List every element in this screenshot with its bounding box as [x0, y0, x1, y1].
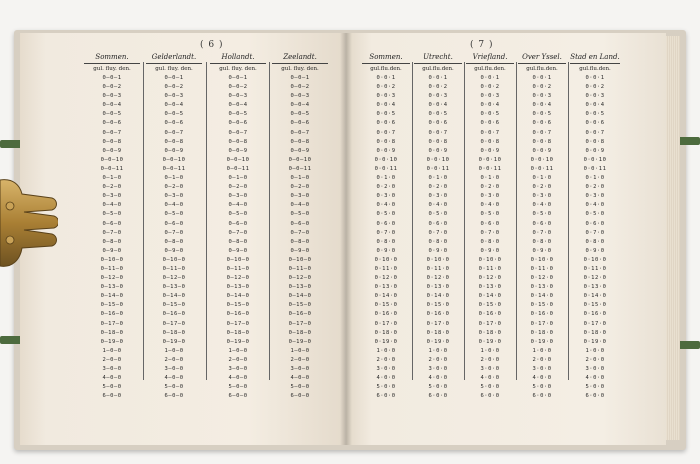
column-title: Zeelandt.: [272, 52, 328, 64]
column-values: 0·0·1 0·0·2 0·0·3 0·0·4 0·0·5 0·0·6 0·0·7 0·0·8 0·0·9 0·0·10 0·0·11 0·1·0 0·2·0 0·3·0 0·4·0 0·5·0 0·6·0 0·7·0 0·8·0 0·9·0 0·10·0 0·11·0 0·12·0 0·13·0 0·14·0 0·15·0 0·16·0 0·17·0 0·18·0 0·19·0 1·0·0 2·0·0 3·0·0 4·0·0 5·0·0 6·0·0: [530, 75, 554, 400]
column-rule: [269, 62, 270, 380]
column-units: gul.flu.den.: [526, 66, 558, 72]
left-col-hollandt: [210, 52, 266, 401]
column-units: gul.flu.den.: [579, 66, 611, 72]
brass-clasp-icon: [0, 176, 58, 270]
column-rule: [412, 62, 413, 380]
column-title: Gelderlandt.: [146, 52, 202, 64]
right-col-utrecht: [414, 52, 462, 401]
column-units: gul.flu.den.: [422, 66, 454, 72]
column-title: Vriefland.: [466, 52, 514, 64]
column-title: Over Yssel.: [518, 52, 566, 64]
column-values: 0—0—1 0—0—2 0—0—3 0—0—4 0—0—5 0—0—6 0—0—7 0—0—8 0—0—9 0—0—10 0—0—11 0—1—0 0—2—0 0—3—0 0—4—0 0—5—0 0—6—0 0—7—0 0—8—0 0—9—0 0—10—0 0—11—0 0—12—0 0—13—0 0—14—0 0—15—0 0—16—0 0—17—0 0—18—0 0—19—0 1—0—0 2—0—0 3—0—0 4—0—0 5—0—0 6—0—0: [226, 75, 250, 400]
column-units: gul.flu.den.: [370, 66, 402, 72]
right-col-stad-en-land: [570, 52, 620, 401]
right-col-sommen: [362, 52, 410, 401]
column-values: 0—0—1 0—0—2 0—0—3 0—0—4 0—0—5 0—0—6 0—0—7 0—0—8 0—0—9 0—0—10 0—0—11 0—1—0 0—2—0 0—3—0 0—4—0 0—5—0 0—6—0 0—7—0 0—8—0 0—9—0 0—10—0 0—11—0 0—12—0 0—13—0 0—14—0 0—15—0 0—16—0 0—17—0 0—18—0 0—19—0 1—0—0 2—0—0 3—0—0 4—0—0 5—0—0 6—0—0: [162, 75, 186, 400]
column-title: Utrecht.: [414, 52, 462, 64]
column-units: gul. fluy. den.: [219, 66, 257, 72]
right-col-vriefland: [466, 52, 514, 401]
right-page-number: ( 7 ): [470, 40, 494, 50]
column-values: 0·0·1 0·0·2 0·0·3 0·0·4 0·0·5 0·0·6 0·0·7 0·0·8 0·0·9 0·0·10 0·0·11 0·1·0 0·2·0 0·3·0 0·4·0 0·5·0 0·6·0 0·7·0 0·8·0 0·9·0 0·10·0 0·11·0 0·12·0 0·13·0 0·14·0 0·15·0 0·16·0 0·17·0 0·18·0 0·19·0 1·0·0 2·0·0 3·0·0 4·0·0 5·0·0 6·0·0: [426, 75, 450, 400]
book-gutter: [340, 33, 352, 445]
column-title: Sommen.: [84, 52, 140, 64]
column-rule: [464, 62, 465, 380]
column-units: gul. fluy. den.: [155, 66, 193, 72]
column-values: 0·0·1 0·0·2 0·0·3 0·0·4 0·0·5 0·0·6 0·0·7 0·0·8 0·0·9 0·0·10 0·0·11 0·1·0 0·2·0 0·3·0 0·4·0 0·5·0 0·6·0 0·7·0 0·8·0 0·9·0 0·10·0 0·11·0 0·12·0 0·13·0 0·14·0 0·15·0 0·16·0 0·17·0 0·18·0 0·19·0 1·0·0 2·0·0 3·0·0 4·0·0 5·0·0 6·0·0: [478, 75, 502, 400]
left-col-zeelandt: [272, 52, 328, 401]
column-title: Stad en Land.: [570, 52, 620, 64]
column-values: 0—0—1 0—0—2 0—0—3 0—0—4 0—0—5 0—0—6 0—0—7 0—0—8 0—0—9 0—0—10 0—0—11 0—1—0 0—2—0 0—3—0 0—4—0 0—5—0 0—6—0 0—7—0 0—8—0 0—9—0 0—10—0 0—11—0 0—12—0 0—13—0 0—14—0 0—15—0 0—16—0 0—17—0 0—18—0 0—19—0 1—0—0 2—0—0 3—0—0 4—0—0 5—0—0 6—0—0: [288, 75, 312, 400]
right-col-over-yssel: [518, 52, 566, 401]
left-col-sommen: [84, 52, 140, 401]
column-rule: [516, 62, 517, 380]
column-rule: [206, 62, 207, 380]
column-title: Hollandt.: [210, 52, 266, 64]
ribbon-left-bottom: [0, 336, 22, 344]
column-units: gul. fluy. den.: [281, 66, 319, 72]
column-values: 0—0—1 0—0—2 0—0—3 0—0—4 0—0—5 0—0—6 0—0—7 0—0—8 0—0—9 0—0—10 0—0—11 0—1—0 0—2—0 0—3—0 0—4—0 0—5—0 0—6—0 0—7—0 0—8—0 0—9—0 0—10—0 0—11—0 0—12—0 0—13—0 0—14—0 0—15—0 0—16—0 0—17—0 0—18—0 0—19—0 1—0—0 2—0—0 3—0—0 4—0—0 5—0—0 6—0—0: [100, 75, 124, 400]
left-col-gelderlandt: [146, 52, 202, 401]
column-rule: [568, 62, 569, 380]
column-units: gul.flu.den.: [474, 66, 506, 72]
column-values: 0·0·1 0·0·2 0·0·3 0·0·4 0·0·5 0·0·6 0·0·7 0·0·8 0·0·9 0·0·10 0·0·11 0·1·0 0·2·0 0·3·0 0·4·0 0·5·0 0·6·0 0·7·0 0·8·0 0·9·0 0·10·0 0·11·0 0·12·0 0·13·0 0·14·0 0·15·0 0·16·0 0·17·0 0·18·0 0·19·0 1·0·0 2·0·0 3·0·0 4·0·0 5·0·0 6·0·0: [374, 75, 398, 400]
page-edges: [666, 36, 680, 440]
column-rule: [143, 62, 144, 380]
column-units: gul. fluy. den.: [93, 66, 131, 72]
left-page-number: ( 6 ): [200, 40, 224, 50]
column-values: 0·0·1 0·0·2 0·0·3 0·0·4 0·0·5 0·0·6 0·0·7 0·0·8 0·0·9 0·0·10 0·0·11 0·1·0 0·2·0 0·3·0 0·4·0 0·5·0 0·6·0 0·7·0 0·8·0 0·9·0 0·10·0 0·11·0 0·12·0 0·13·0 0·14·0 0·15·0 0·16·0 0·17·0 0·18·0 0·19·0 1·0·0 2·0·0 3·0·0 4·0·0 5·0·0 6·0·0: [583, 75, 607, 400]
column-title: Sommen.: [362, 52, 410, 64]
ribbon-left-top: [0, 140, 22, 148]
